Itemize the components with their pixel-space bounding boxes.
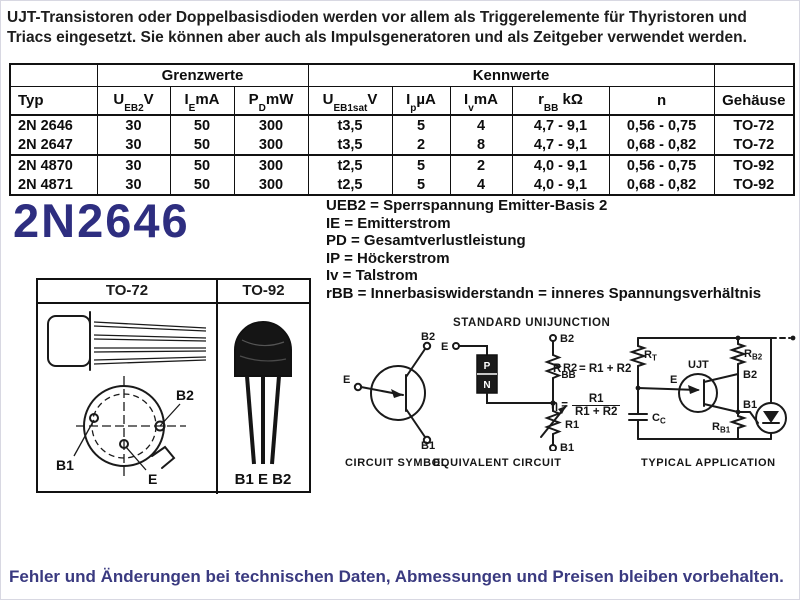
spec-table	[9, 63, 795, 196]
to72-pin-e-label: E	[148, 471, 158, 487]
cell-gehaeuse: TO-92	[714, 155, 794, 175]
legend-line: IE = Emitterstrom	[326, 214, 451, 232]
to72-pin-b1-label: B1	[56, 457, 74, 473]
to92-leads	[247, 376, 279, 464]
app-rb2-label: $R_{B2}$	[744, 348, 763, 362]
equivalent-p-label: P	[483, 361, 491, 372]
package-box-header	[38, 280, 309, 304]
to72-pinout	[56, 376, 194, 487]
equivalent-b1-label: B1	[560, 442, 575, 451]
cell-iv: 8	[450, 135, 512, 155]
cell-ueb1sat: t2,5	[308, 175, 392, 195]
cell-pd: 300	[234, 175, 308, 195]
equivalent-circuit-caption: EQUIVALENT CIRCUIT	[433, 457, 562, 469]
cell-ip: 5	[392, 175, 450, 195]
app-rb1-label: $R_{B1}$	[712, 421, 731, 435]
col-header-ie: $I_EmA$	[170, 87, 234, 116]
legend-line: IP = Höckerstrom	[326, 249, 450, 267]
equivalent-n-label: N	[483, 380, 491, 391]
footer-disclaimer: Fehler und Änderungen bei technischen Daten, Abmessungen und Preisen bleiben vorbehalten.	[9, 567, 784, 586]
group-header-grenzwerte: Grenzwerte	[97, 64, 308, 87]
symbol-b1-label: B1	[421, 440, 436, 449]
table-group-header-row	[10, 64, 794, 87]
legend-line: Iv = Talstrom	[326, 267, 418, 284]
cell-n: 0,56 - 0,75	[609, 155, 714, 175]
symbol-b2-label: B2	[421, 331, 436, 343]
equivalent-r2-label: R2	[563, 362, 578, 374]
package-drawings-box	[36, 278, 311, 493]
col-header-iv: $I_vmA$	[450, 87, 512, 116]
to92-package-drawing	[218, 304, 309, 489]
to92-cell	[218, 304, 309, 494]
cell-iv: 2	[450, 155, 512, 175]
cell-ueb1sat: t3,5	[308, 115, 392, 135]
table-row	[10, 115, 794, 135]
col-header-ueb2: $U_{EB2}V$	[97, 87, 170, 116]
legend-line: PD = Gesamtverlustleistung	[326, 232, 526, 249]
circuit-symbol-caption: CIRCUIT SYMBOL	[345, 457, 449, 469]
cell-ie: 50	[170, 155, 234, 175]
rbb-formula: $R_{BB} = R1 + R2$	[553, 363, 632, 382]
spec-table-container	[9, 63, 795, 196]
table-column-header-row	[10, 87, 794, 116]
equivalent-circuit-drawing	[441, 329, 586, 451]
to92-title: TO-92	[242, 282, 285, 299]
col-header-gehaeuse: Gehäuse	[714, 87, 794, 116]
legend-line: UEB2 = Sperrspannung Emitter-Basis 2	[326, 197, 608, 214]
cell-ueb1sat: t3,5	[308, 135, 392, 155]
cell-ip: 2	[392, 135, 450, 155]
cell-ueb1sat: t2,5	[308, 155, 392, 175]
cell-gehaeuse: TO-72	[714, 115, 794, 135]
cell-n: 0,68 - 0,82	[609, 135, 714, 155]
to72-cell	[38, 304, 218, 494]
cell-typ: 2N 2647	[10, 135, 97, 155]
cell-pd: 300	[234, 155, 308, 175]
cell-ip: 5	[392, 155, 450, 175]
empty-cell	[714, 64, 794, 87]
col-header-ueb1sat: $U_{EB1sat}V$	[308, 87, 392, 116]
ujt-circuit-symbol-drawing	[343, 331, 453, 449]
to72-package-drawing	[38, 304, 214, 489]
eta-formula: η = $\frac{R1}{R1 + R2}$	[551, 393, 620, 418]
cell-rbb: 4,0 - 9,1	[512, 175, 609, 195]
equivalent-e-label: E	[441, 341, 449, 353]
cell-ueb2: 30	[97, 155, 170, 175]
table-row	[10, 175, 794, 195]
cell-ie: 50	[170, 135, 234, 155]
to72-pin-b2-label: B2	[176, 387, 194, 403]
to72-title: TO-72	[38, 280, 218, 302]
cell-pd: 300	[234, 115, 308, 135]
cell-typ: 2N 2646	[10, 115, 97, 135]
to72-side-view	[48, 312, 206, 370]
table-row	[10, 135, 794, 155]
cell-ueb2: 30	[97, 135, 170, 155]
cell-gehaeuse: TO-72	[714, 135, 794, 155]
legend-block	[326, 197, 796, 302]
group-header-kennwerte: Kennwerte	[308, 64, 714, 87]
circuits-title: STANDARD UNIJUNCTION	[453, 317, 611, 329]
table-row	[10, 155, 794, 175]
typical-application-drawing	[626, 326, 800, 451]
col-header-ip: $I_p\mu A$	[392, 87, 450, 116]
cell-n: 0,56 - 0,75	[609, 115, 714, 135]
equivalent-b2-label: B2	[560, 333, 575, 345]
empty-cell	[10, 64, 97, 87]
col-header-rbb: $r_{BB}$ kΩ	[512, 87, 609, 116]
cell-iv: 4	[450, 175, 512, 195]
app-b2-label: B2	[743, 369, 758, 381]
app-b1-label: B1	[743, 399, 758, 411]
cell-ueb2: 30	[97, 115, 170, 135]
intro-paragraph: UJT-Transistoren oder Doppelbasisdioden werden vor allem als Triggerelemente für Thyristoren und Triacs eingesetzt. Sie können aber auch als Impulsgeneratoren und als Zeitgeber verwendet werden.	[7, 9, 747, 47]
part-number-title: 2N2646	[13, 194, 190, 247]
to92-pins-label: B1 E B2	[234, 471, 292, 488]
cell-rbb: 4,0 - 9,1	[512, 155, 609, 175]
cell-ip: 5	[392, 115, 450, 135]
cell-rbb: 4,7 - 9,1	[512, 115, 609, 135]
col-header-typ: Typ	[10, 87, 97, 116]
typical-application-caption: TYPICAL APPLICATION	[641, 457, 776, 469]
app-cc-label: $C_C$	[652, 412, 666, 426]
cell-gehaeuse: TO-92	[714, 175, 794, 195]
equivalent-r1-label: R1	[565, 419, 580, 431]
col-header-pd: $P_DmW$	[234, 87, 308, 116]
cell-iv: 4	[450, 115, 512, 135]
app-ujt-label: UJT	[688, 359, 709, 371]
col-header-n: n	[609, 87, 714, 116]
app-e-label: E	[670, 374, 678, 386]
symbol-e-label: E	[343, 374, 351, 386]
cell-typ: 2N 4870	[10, 155, 97, 175]
cell-ie: 50	[170, 175, 234, 195]
to92-body	[235, 322, 291, 376]
cell-rbb: 4,7 - 9,1	[512, 135, 609, 155]
cell-ie: 50	[170, 115, 234, 135]
cell-n: 0,68 - 0,82	[609, 175, 714, 195]
cell-pd: 300	[234, 135, 308, 155]
cell-typ: 2N 4871	[10, 175, 97, 195]
legend-line: rBB = Innerbasiswiderstandn = inneres Spannungsverhältnis	[326, 284, 762, 302]
cell-ueb2: 30	[97, 175, 170, 195]
app-rt-label: $R_T$	[644, 349, 657, 363]
